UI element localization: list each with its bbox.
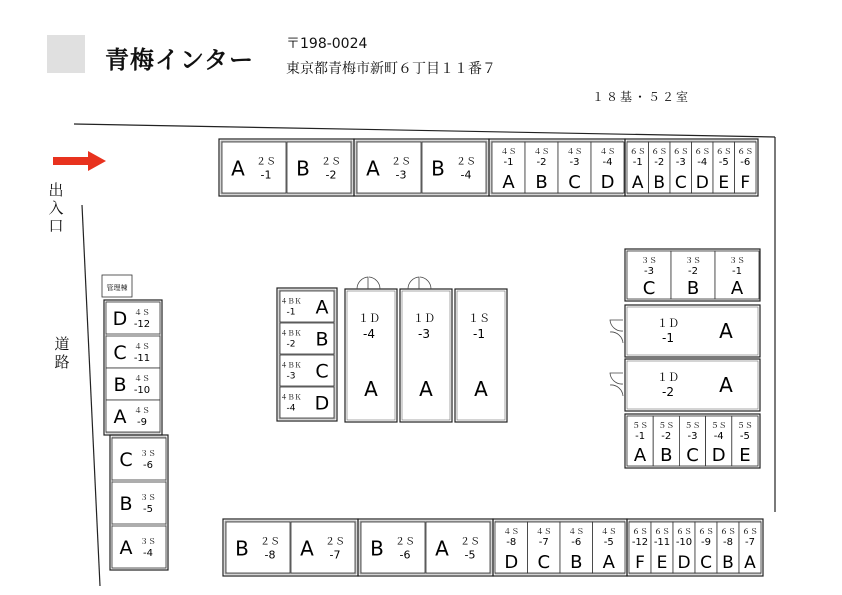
unit-size-label: ４ＢＫ [280, 297, 302, 306]
unit-size-label: １Ｄ [413, 312, 435, 325]
unit-u6s5 [713, 142, 735, 193]
unit-letter-label: B [535, 172, 548, 193]
unit-number-label: -8 [723, 537, 733, 548]
unit-number-label: -1 [732, 266, 742, 277]
unit-size-label: ４Ｓ [134, 374, 150, 383]
unit-size-label: ５Ｓ [710, 421, 727, 430]
unit-letter-label: A [366, 156, 380, 181]
unit-u3s4 [112, 526, 166, 568]
unit-number-label: -4 [602, 157, 613, 168]
unit-number-label: -4 [460, 168, 472, 182]
unit-size-label: ４Ｓ [600, 527, 617, 536]
unit-u4s1 [492, 142, 525, 193]
unit-size-label: ２Ｓ [395, 536, 415, 548]
unit-u6s7 [739, 522, 761, 573]
unit-letter-label: B [113, 374, 127, 396]
unit-size-label: ６Ｓ [632, 527, 648, 536]
unit-u6s10 [673, 522, 695, 573]
unit-number-label: -5 [143, 504, 153, 515]
unit-number-label: -12 [133, 319, 151, 330]
unit-u3s1 [715, 251, 759, 299]
unit-size-label: ４Ｓ [134, 308, 150, 317]
unit-u4s11 [106, 336, 160, 368]
unit-size-label: ４Ｓ [535, 527, 552, 536]
unit-number-label: -3 [569, 157, 580, 168]
unit-number-label: -5 [718, 157, 729, 168]
unit-number-label: -4 [286, 403, 296, 414]
unit-u5s1 [627, 416, 653, 466]
unit-letter-label: A [315, 296, 329, 319]
unit-u4bk1 [280, 291, 334, 322]
unit-letter-label: D [314, 392, 330, 415]
unit-size-label: ６Ｓ [698, 527, 714, 536]
unit-number-label: -1 [286, 307, 296, 318]
unit-u4bk4 [280, 387, 334, 418]
unit-size-label: ４Ｓ [566, 147, 583, 156]
unit-u2s5 [426, 522, 490, 573]
unit-u3s2 [671, 251, 715, 299]
unit-number-label: -1 [503, 157, 514, 168]
unit-u2s4 [422, 142, 486, 193]
unit-number-label: -7 [329, 548, 341, 562]
unit-number-label: -8 [264, 548, 276, 562]
postal-code: 〒198-0024 [286, 36, 368, 52]
road-label: 道 路 [54, 335, 70, 371]
unit-letter-label: A [474, 377, 488, 401]
unit-letter-label: A [744, 553, 756, 573]
unit-letter-label: B [119, 493, 133, 515]
unit-size-label: ５Ｓ [632, 421, 649, 430]
unit-number-label: -6 [399, 548, 411, 562]
unit-number-label: -2 [325, 168, 337, 182]
unit-letter-label: A [231, 156, 245, 181]
unit-number-label: -3 [395, 168, 407, 182]
unit-size-label: ４Ｓ [503, 527, 520, 536]
unit-letter-label: A [730, 278, 744, 299]
unit-letter-label: A [300, 536, 314, 561]
unit-u4s2 [525, 142, 558, 193]
unit-u6s6 [735, 142, 757, 193]
unit-letter-label: A [719, 319, 733, 343]
unit-size-label: ５Ｓ [658, 421, 675, 430]
unit-number-label: -3 [286, 371, 296, 382]
unit-u1d1 [625, 305, 760, 357]
unit-size-label: ３Ｓ [140, 449, 156, 458]
unit-letter-label: D [504, 552, 519, 573]
unit-u2s2 [287, 142, 351, 193]
unit-u1d3 [400, 289, 452, 422]
unit-number-label: -3 [644, 266, 654, 277]
unit-u4s5 [593, 522, 626, 573]
unit-size-label: ４Ｓ [568, 527, 585, 536]
unit-size-label: ２Ｓ [325, 536, 345, 548]
unit-u6s8 [717, 522, 739, 573]
unit-number-label: -4 [143, 548, 153, 559]
unit-size-label: ２Ｓ [321, 156, 341, 168]
unit-number-label: -1 [473, 327, 485, 341]
unit-number-label: -6 [143, 460, 153, 471]
unit-number-label: -11 [653, 537, 671, 548]
unit-number-label: -6 [571, 537, 582, 548]
unit-size-label: ２Ｓ [456, 156, 476, 168]
unit-number-label: -7 [745, 537, 755, 548]
unit-letter-label: B [235, 536, 249, 561]
unit-size-label: ６Ｓ [715, 147, 732, 156]
office-label: 管理棟 [106, 284, 128, 292]
unit-letter-label: B [431, 156, 445, 181]
unit-number-label: -11 [133, 353, 151, 364]
unit-u4bk3 [280, 355, 334, 386]
unit-letter-label: A [602, 552, 615, 573]
unit-size-label: ２Ｓ [256, 156, 276, 168]
unit-number-label: -10 [675, 537, 693, 548]
unit-letter-label: C [537, 552, 551, 573]
unit-u6s9 [695, 522, 717, 573]
unit-u1s1 [455, 289, 507, 422]
unit-letter-label: A [502, 172, 515, 193]
unit-number-label: -2 [661, 431, 672, 442]
unit-number-label: -10 [133, 385, 151, 396]
unit-letter-label: C [642, 278, 656, 299]
unit-size-label: ６Ｓ [651, 147, 668, 156]
unit-number-label: -2 [688, 266, 698, 277]
unit-letter-label: E [718, 173, 730, 193]
unit-number-label: -6 [740, 157, 751, 168]
unit-number-label: -2 [286, 339, 296, 350]
unit-size-label: ３Ｓ [140, 493, 156, 502]
unit-letter-label: A [364, 377, 378, 401]
unit-u2s8 [226, 522, 290, 573]
unit-size-label: ５Ｓ [684, 421, 701, 430]
unit-number-label: -1 [260, 168, 272, 182]
unit-size-label: １Ｓ [468, 312, 490, 325]
unit-letter-label: A [435, 536, 449, 561]
unit-u6s2 [649, 142, 671, 193]
unit-size-label: ６Ｓ [720, 527, 736, 536]
unit-size-label: ４Ｓ [500, 147, 517, 156]
unit-letter-label: B [660, 445, 673, 466]
unit-letter-label: A [113, 406, 127, 428]
unit-number-label: -5 [603, 537, 614, 548]
unit-size-label: ４Ｓ [134, 406, 150, 415]
unit-size-label: ６Ｓ [654, 527, 670, 536]
unit-u3s5 [112, 482, 166, 524]
unit-u1d4 [345, 289, 397, 422]
unit-letter-label: C [315, 360, 329, 383]
unit-number-label: -1 [662, 331, 674, 345]
unit-size-label: ４Ｓ [134, 342, 150, 351]
unit-u4s4 [591, 142, 624, 193]
unit-letter-label: C [119, 449, 133, 471]
unit-number-label: -5 [739, 431, 750, 442]
unit-size-label: ３Ｓ [685, 256, 701, 265]
unit-size-label: ４ＢＫ [280, 361, 302, 370]
entrance-arrow-icon [53, 151, 106, 171]
unit-letter-label: B [370, 536, 384, 561]
unit-size-label: ２Ｓ [260, 536, 280, 548]
unit-size-label: ３Ｓ [140, 537, 156, 546]
unit-size-label: ６Ｓ [694, 147, 711, 156]
unit-number-label: -5 [464, 548, 476, 562]
unit-size-label: ６Ｓ [676, 527, 692, 536]
unit-size-label: ６Ｓ [629, 147, 646, 156]
unit-size-label: ４ＢＫ [280, 393, 302, 402]
unit-letter-label: D [677, 553, 691, 573]
unit-u1d2 [625, 359, 760, 411]
unit-letter-label: C [674, 173, 687, 193]
unit-u4s10 [106, 368, 160, 400]
unit-letter-label: F [635, 553, 645, 573]
unit-letter-label: B [722, 553, 734, 573]
unit-u5s5 [732, 416, 758, 466]
unit-letter-label: A [633, 445, 647, 466]
unit-number-label: -2 [654, 157, 665, 168]
unit-letter-label: D [695, 173, 709, 193]
unit-letter-label: E [739, 445, 751, 466]
unit-number-label: -7 [538, 537, 549, 548]
unit-size-label: １Ｄ [358, 312, 380, 325]
unit-size-label: ６Ｓ [742, 527, 758, 536]
unit-letter-label: E [656, 553, 668, 573]
unit-letter-label: D [711, 445, 726, 466]
unit-size-label: ４ＢＫ [280, 329, 302, 338]
unit-size-label: ２Ｓ [460, 536, 480, 548]
unit-size-label: ５Ｓ [736, 421, 753, 430]
unit-letter-label: B [315, 328, 329, 351]
unit-letter-label: B [570, 552, 583, 573]
unit-number-label: -3 [687, 431, 698, 442]
unit-letter-label: C [568, 172, 581, 193]
unit-u2s3 [357, 142, 421, 193]
unit-u4s3 [558, 142, 591, 193]
unit-letter-label: A [631, 173, 644, 193]
unit-u4s8 [495, 522, 528, 573]
unit-size-label: １Ｄ [657, 317, 679, 330]
unit-number-label: -4 [713, 431, 724, 442]
unit-number-label: -4 [697, 157, 708, 168]
unit-number-label: -3 [675, 157, 686, 168]
unit-u4s6 [560, 522, 593, 573]
entrance-label: 出 入 口 [48, 181, 64, 235]
unit-letter-label: B [653, 173, 666, 193]
unit-size-label: ４Ｓ [599, 147, 616, 156]
unit-size-label: ６Ｓ [672, 147, 689, 156]
unit-number-label: -1 [635, 431, 646, 442]
unit-letter-label: F [740, 173, 751, 193]
unit-letter-label: A [119, 537, 133, 559]
unit-size-label: ２Ｓ [391, 156, 411, 168]
unit-size-label: ６Ｓ [737, 147, 754, 156]
address: 東京都青梅市新町６丁目１１番７ [286, 61, 496, 77]
unit-u6s11 [651, 522, 673, 573]
unit-u6s1 [627, 142, 649, 193]
unit-number-label: -2 [536, 157, 547, 168]
unit-u5s4 [706, 416, 732, 466]
unit-letter-label: C [700, 553, 712, 573]
unit-u2s6 [361, 522, 425, 573]
unit-u4s12 [106, 302, 160, 334]
unit-letter-label: D [112, 308, 128, 330]
unit-size-label: ４Ｓ [533, 147, 550, 156]
unit-number-label: -4 [363, 327, 375, 341]
unit-number-label: -12 [631, 537, 649, 548]
unit-number-label: -1 [632, 157, 643, 168]
unit-u2s1 [222, 142, 286, 193]
unit-letter-label: C [113, 342, 127, 364]
unit-number-label: -3 [418, 327, 430, 341]
unit-size-label: ３Ｓ [641, 256, 657, 265]
unit-u6s12 [629, 522, 651, 573]
unit-number-label: -9 [701, 537, 711, 548]
unit-number-label: -9 [137, 417, 147, 428]
unit-size-label: １Ｄ [657, 371, 679, 384]
unit-u6s4 [692, 142, 714, 193]
unit-u4s9 [106, 400, 160, 432]
unit-u2s7 [291, 522, 355, 573]
unit-number-label: -8 [506, 537, 517, 548]
unit-number-label: -2 [662, 385, 674, 399]
unit-u4bk2 [280, 323, 334, 354]
unit-u5s2 [653, 416, 679, 466]
unit-size-label: ３Ｓ [729, 256, 745, 265]
unit-letter-label: A [719, 373, 733, 397]
unit-u4s7 [528, 522, 561, 573]
unit-u3s3 [627, 251, 671, 299]
unit-u6s3 [670, 142, 692, 193]
unit-letter-label: D [600, 172, 615, 193]
site-title: 青梅インター [105, 46, 255, 74]
unit-letter-label: B [296, 156, 310, 181]
unit-summary: １８基・５２室 [592, 90, 691, 104]
unit-u3s6 [112, 438, 166, 480]
unit-u5s3 [679, 416, 705, 466]
unit-letter-label: A [419, 377, 433, 401]
unit-letter-label: C [686, 445, 699, 466]
unit-letter-label: B [686, 278, 700, 299]
